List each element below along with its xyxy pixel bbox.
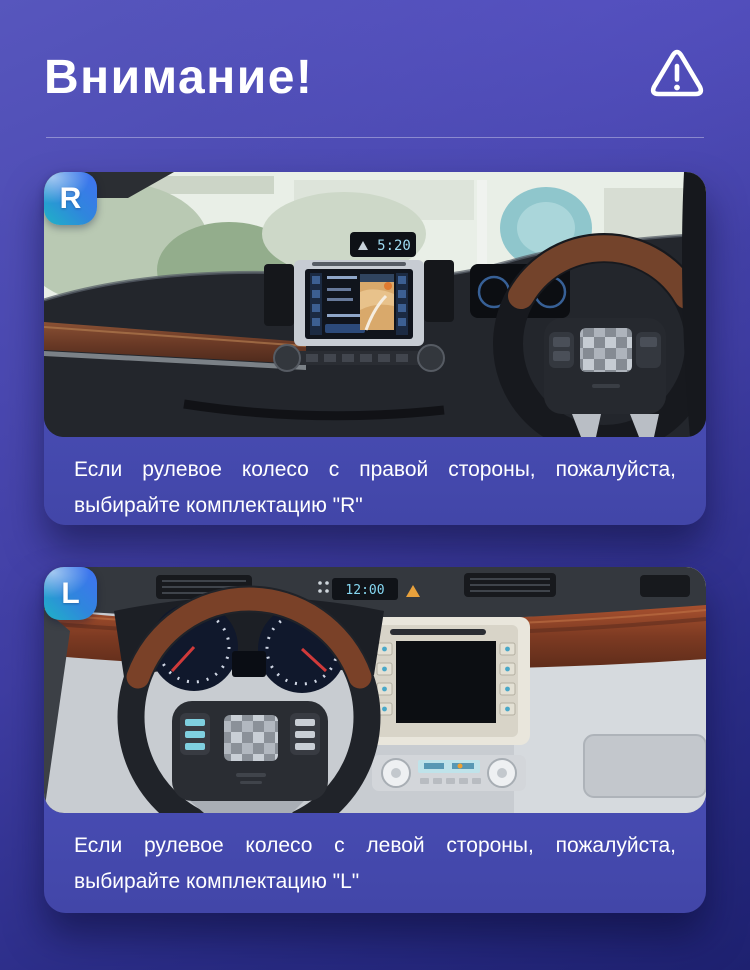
badge-r-label: R [59,181,82,215]
card-rhd [44,172,706,525]
blurred-logo [580,328,632,372]
badge-r [44,172,97,225]
caption-line-1: Если рулевое колесо с левой стороны, пожалуйста, [74,834,676,857]
warning-triangle-icon [648,46,706,102]
page-title: Внимание! [44,51,314,104]
badge-l-label: L [61,576,80,610]
caption-line-2: выбирайте комплектацию "R" [74,494,363,517]
head-unit-screen [362,617,530,745]
card-caption [44,437,706,525]
badge-l [44,567,97,620]
rhd-interior-photo [44,172,706,437]
lhd-interior-photo [44,567,706,813]
dash-clock [350,232,416,257]
climate-panel [372,755,526,791]
head-unit-screen [294,260,424,346]
caption-line-2: выбирайте комплектацию "L" [74,870,360,893]
svg-text:12:00: 12:00 [345,583,385,598]
header-divider [46,137,704,138]
svg-text:5:20: 5:20 [377,238,411,254]
blurred-logo [224,715,278,761]
caption-line-1: Если рулевое колесо с правой стороны, пожалуйста, [74,458,676,481]
card-lhd [44,567,706,913]
card-caption [44,813,706,913]
